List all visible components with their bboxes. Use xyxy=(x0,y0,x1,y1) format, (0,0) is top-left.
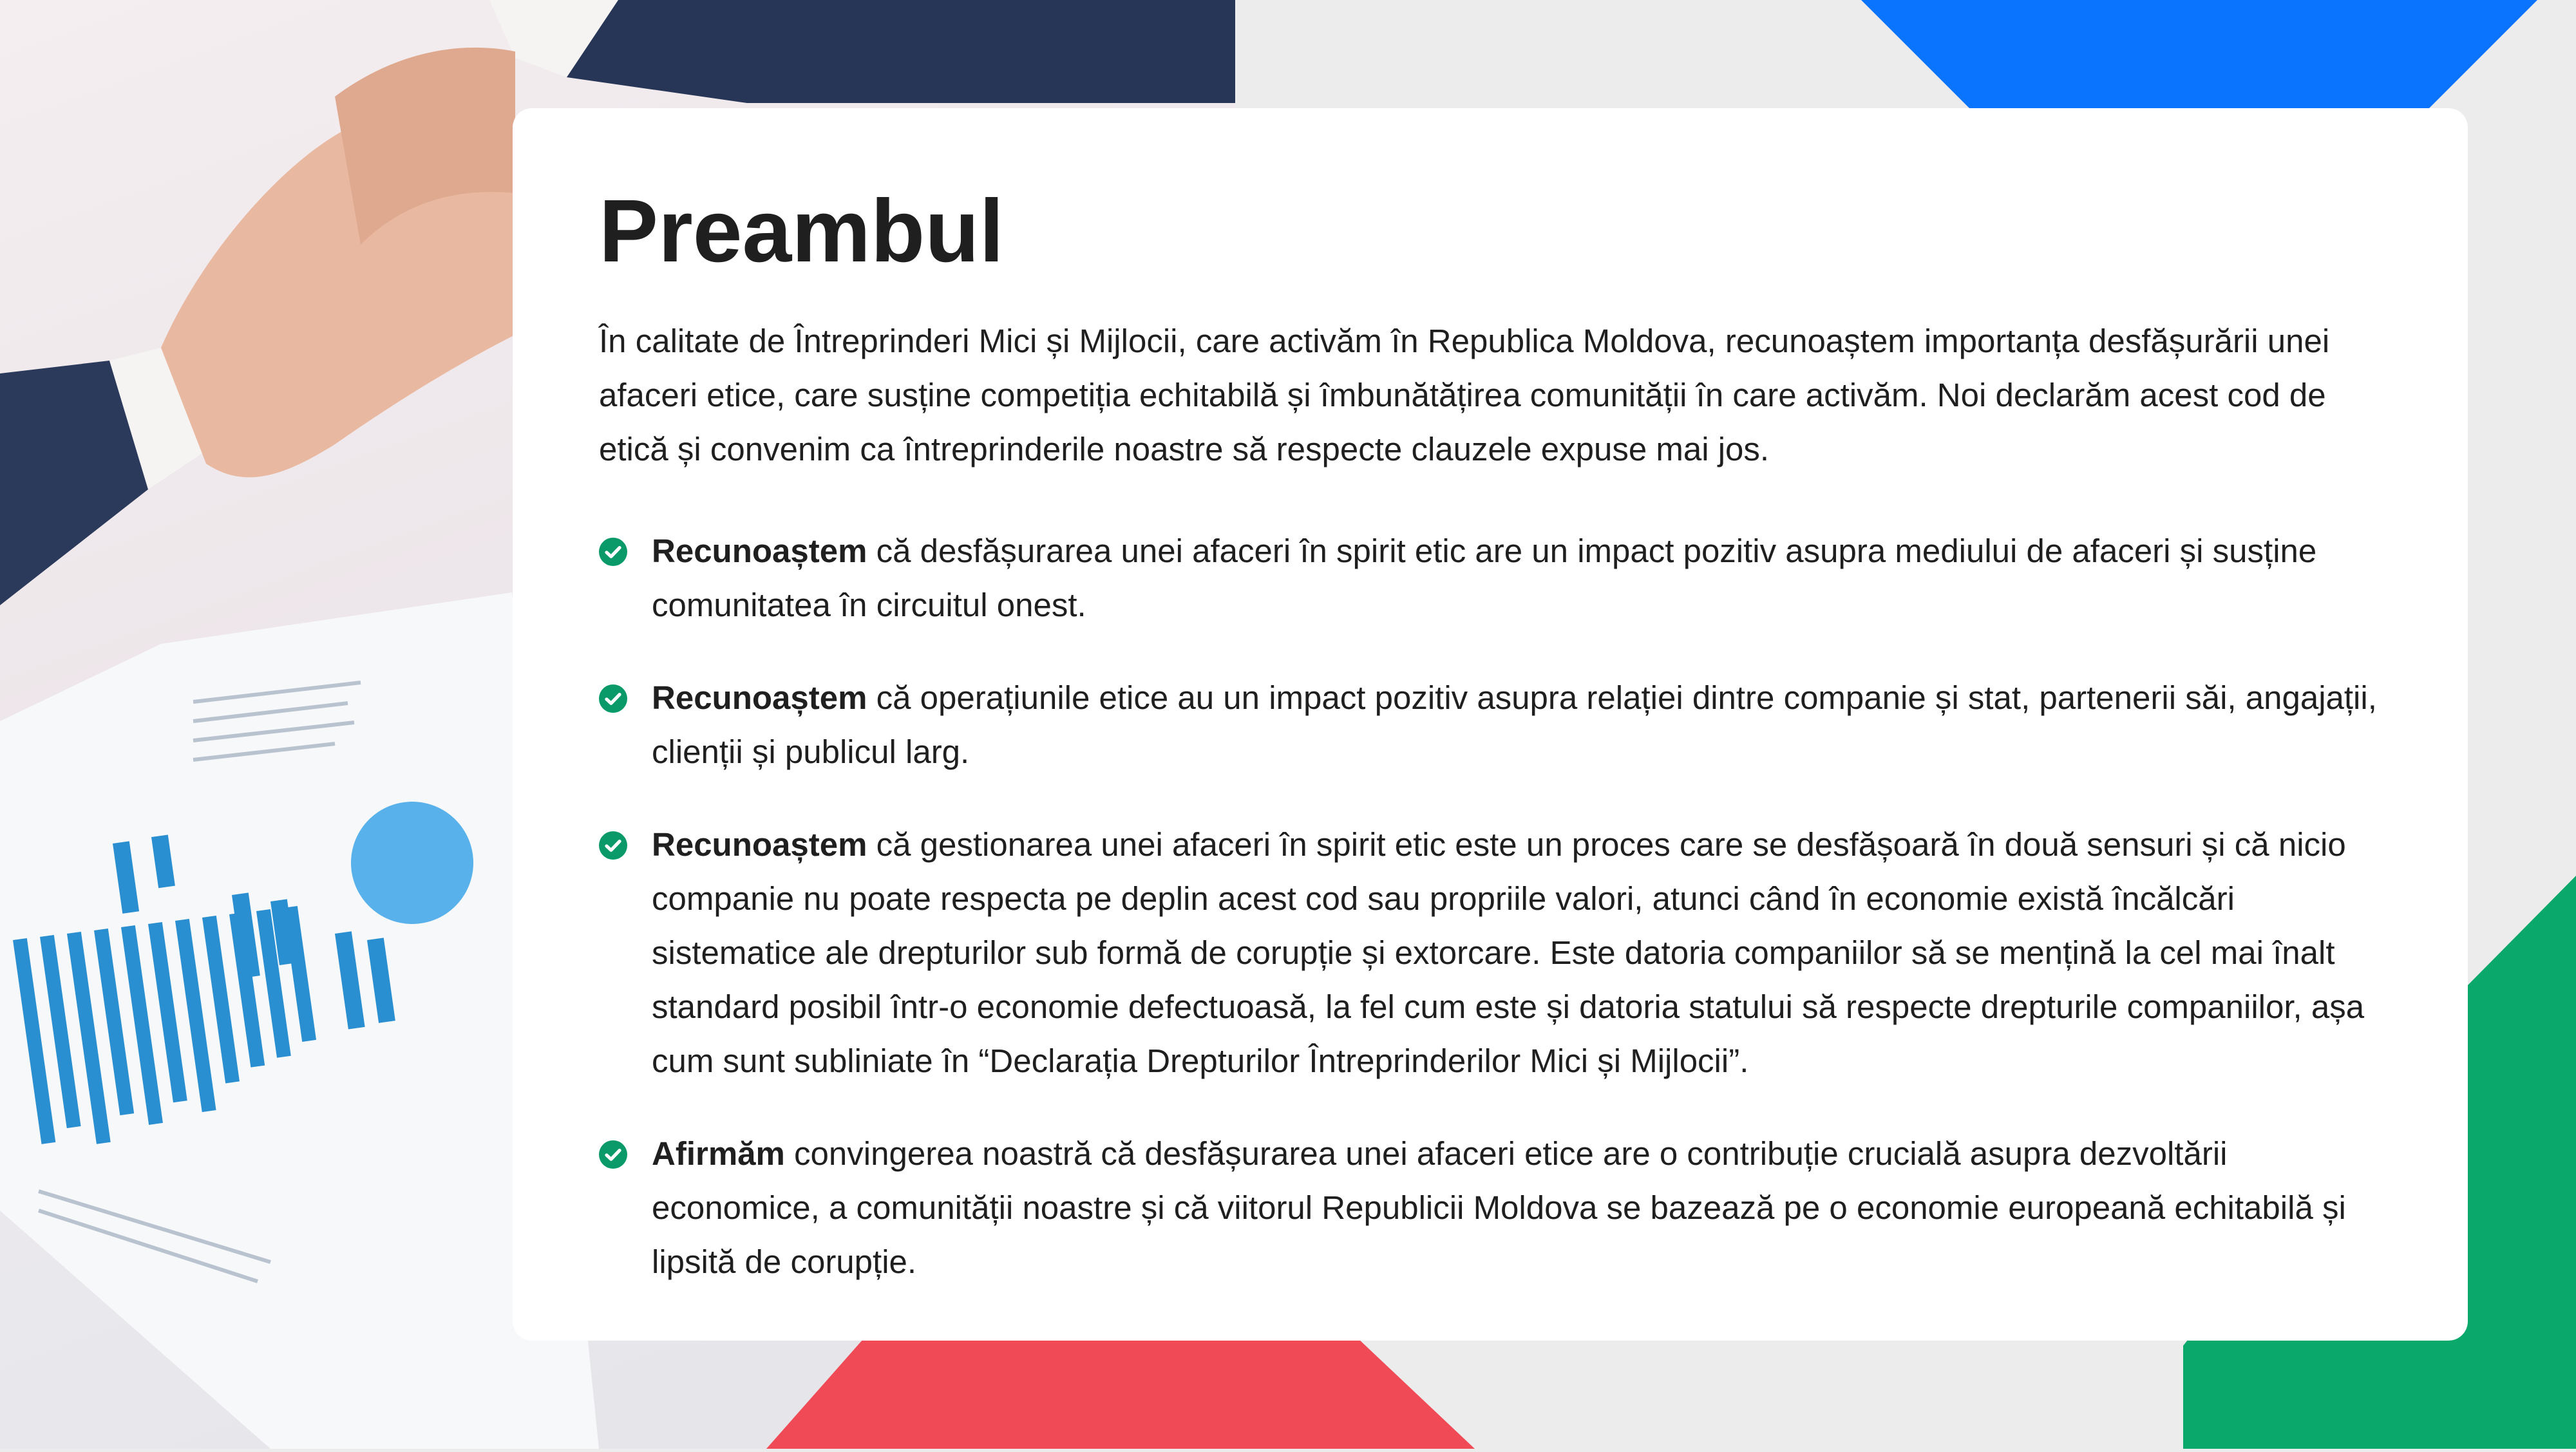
list-item xyxy=(599,671,2383,779)
list-item-lead: Recunoaștem xyxy=(652,826,867,863)
list-item-text xyxy=(652,818,2383,1088)
list-item-body: că operațiunile etice au un impact pozitiv asupra relației dintre companie și stat, partenerii săi, angajații, clienții și publicul larg. xyxy=(652,679,2377,770)
list-item-body: că gestionarea unei afaceri în spirit etic este un proces care se desfășoară în două sensuri și că nicio companie nu poate respecta pe deplin acest cod sau propriile valori, atunci când în economie există încălcări sistematice ale drepturilor sub formă de corupție și extorcare. Este datoria companiilor să se mențină la cel mai înalt standard posibil într-o economie defectuoasă, la fel cum este și datoria statului să respecte drepturile companiilor, așa cum sunt subliniate în “Declarația Drepturilor Întreprinderilor Mici și Mijlocii”. xyxy=(652,826,2365,1079)
check-circle-icon xyxy=(599,684,627,713)
list-item-text xyxy=(652,1127,2383,1289)
red-triangle-accent xyxy=(766,1339,1475,1449)
list-item-body: convingerea noastră că desfășurarea unei afaceri etice are o contribuție crucială asupra dezvoltării economice, a comunității noastre și că viitorul Republicii Moldova se bazează pe o economie europeană echitabilă și lipsită de corupție. xyxy=(652,1135,2346,1280)
preamble-card xyxy=(513,108,2468,1341)
list-item xyxy=(599,818,2383,1088)
blue-triangle-accent xyxy=(1861,0,2537,109)
list-item-text xyxy=(652,671,2383,779)
document-pie-chart xyxy=(351,802,473,924)
list-item-body: că desfășurarea unei afaceri în spirit etic are un impact pozitiv asupra mediului de afaceri și susține comunitatea în circuitul onest. xyxy=(652,533,2317,623)
check-circle-icon xyxy=(599,538,627,566)
intro-paragraph: În calitate de Întreprinderi Mici și Mijlocii, care activăm în Republica Moldova, recunoaștem importanța desfășurării unei afaceri etice, care susține competiția echitabilă și îmbunătățirea comunității în care activăm. Noi declarăm acest cod de etică și convenim ca întreprinderile noastre să respecte clauzele expuse mai jos. xyxy=(599,323,2330,467)
list-item-text xyxy=(652,524,2383,632)
list-item-lead: Recunoaștem xyxy=(652,533,867,569)
list-item-lead: Recunoaștem xyxy=(652,679,867,716)
list-item-lead: Afirmăm xyxy=(652,1135,785,1172)
check-circle-icon xyxy=(599,1140,627,1169)
list-item xyxy=(599,1127,2383,1289)
page-title: Preambul xyxy=(599,182,1004,281)
check-circle-icon xyxy=(599,831,627,860)
list-item xyxy=(599,524,2383,632)
